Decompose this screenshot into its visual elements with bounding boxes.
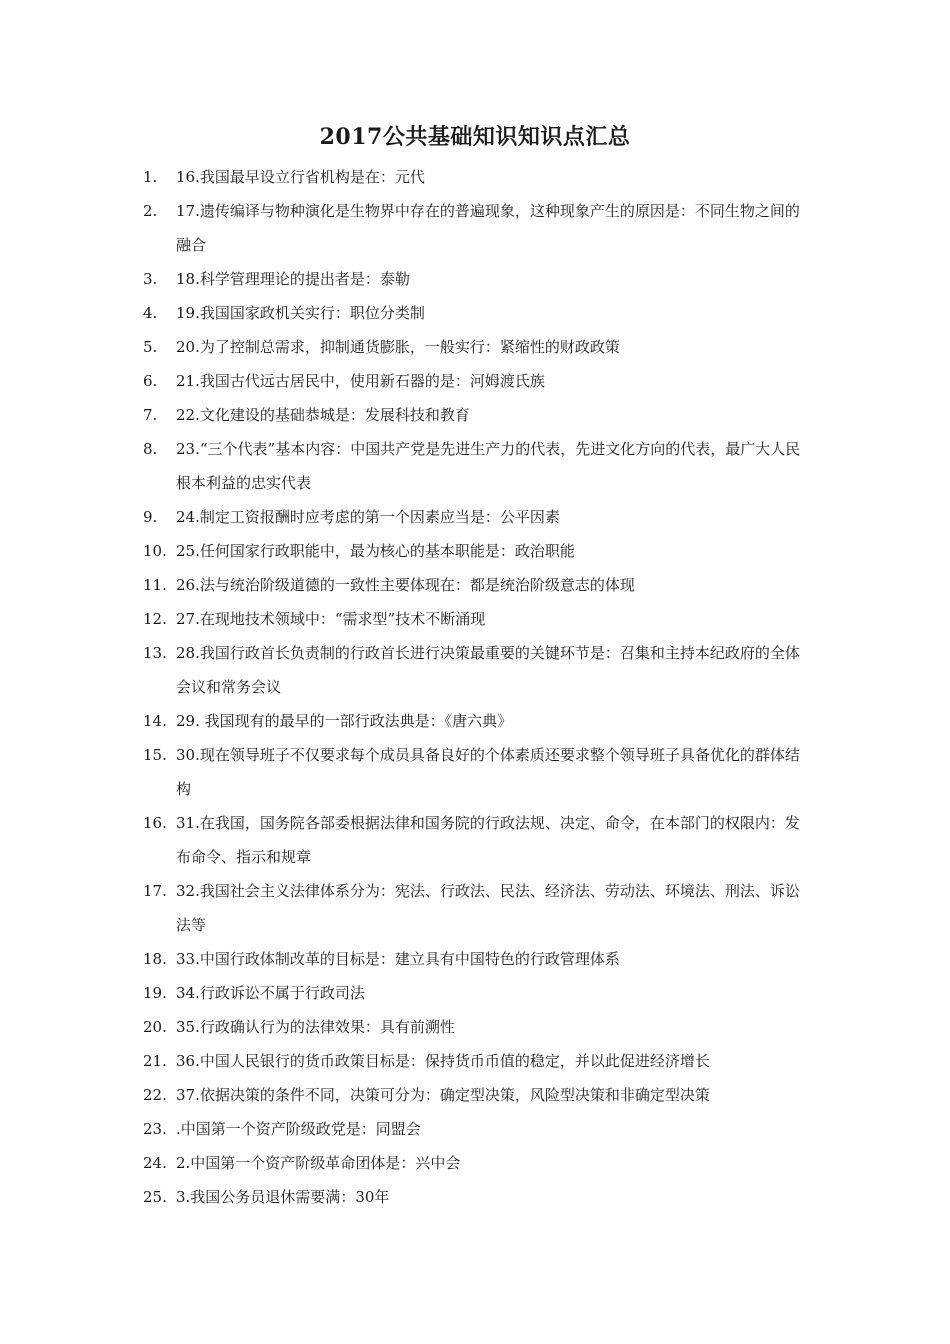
item-number: 6. — [143, 372, 158, 390]
list-item — [0, 364, 950, 398]
item-number: 20. — [143, 1018, 167, 1036]
item-number: 9. — [143, 508, 158, 526]
item-number: 7. — [143, 406, 158, 424]
document-title: 2017公共基础知识知识点汇总 — [319, 124, 631, 150]
item-text: 28.我国行政首长负责制的行政首长进行决策最重要的关键环节是：召集和主持本纪政府的全体会议和常务会议 — [176, 644, 800, 696]
item-text: 2.中国第一个资产阶级革命团体是：兴中会 — [176, 1154, 461, 1172]
item-text: 3.我国公务员退休需要满：30年 — [176, 1188, 390, 1206]
list-item — [0, 704, 950, 738]
item-number: 4. — [143, 304, 158, 322]
list-item — [0, 874, 950, 942]
item-number: 22. — [143, 1086, 167, 1104]
item-text: 33.中国行政体制改革的目标是：建立具有中国特色的行政管理体系 — [176, 950, 620, 968]
list-item — [0, 1044, 950, 1078]
list-item — [0, 1078, 950, 1112]
item-text: 20.为了控制总需求，抑制通货膨胀，一般实行：紧缩性的财政政策 — [176, 338, 620, 356]
item-number: 10. — [143, 542, 167, 560]
list-item — [0, 534, 950, 568]
list-item — [0, 1112, 950, 1146]
item-text: 23.“三个代表”基本内容：中国共产党是先进生产力的代表，先进文化方向的代表，最广大人民根本利益的忠实代表 — [176, 440, 801, 492]
item-text: 22.文化建设的基础恭城是：发展科技和教育 — [176, 406, 470, 424]
item-number: 1. — [143, 168, 158, 186]
list-item — [0, 330, 950, 364]
item-text: 25.任何国家行政职能中，最为核心的基本职能是：政治职能 — [176, 542, 575, 560]
item-number: 16. — [143, 814, 167, 832]
item-text: 19.我国国家政机关实行：职位分类制 — [176, 304, 425, 322]
item-text: 30.现在领导班子不仅要求每个成员具备良好的个体素质还要求整个领导班子具备优化的群体结构 — [176, 746, 800, 798]
item-number: 8. — [143, 440, 158, 458]
item-number: 5. — [143, 338, 158, 356]
item-text: 36.中国人民银行的货币政策目标是：保持货币币值的稳定，并以此促进经济增长 — [176, 1052, 710, 1070]
item-number: 24. — [143, 1154, 167, 1172]
item-number: 2. — [143, 202, 158, 220]
item-text: 32.我国社会主义法律体系分为：宪法、行政法、民法、经济法、劳动法、环境法、刑法、诉讼法等 — [176, 882, 800, 934]
list-item — [0, 806, 950, 874]
item-text: .中国第一个资产阶级政党是：同盟会 — [176, 1120, 421, 1138]
list-item — [0, 568, 950, 602]
list-item — [0, 160, 950, 194]
item-number: 17. — [143, 882, 167, 900]
list-item — [0, 636, 950, 704]
list-item — [0, 432, 950, 500]
item-number: 12. — [143, 610, 167, 628]
list-item — [0, 194, 950, 262]
item-number: 15. — [143, 746, 167, 764]
item-text: 21.我国古代远古居民中，使用新石器的是：河姆渡氏族 — [176, 372, 545, 390]
item-text: 29. 我国现有的最早的一部行政法典是：《唐六典》 — [176, 712, 513, 730]
list-item — [0, 738, 950, 806]
item-number: 11. — [143, 576, 167, 594]
list-item — [0, 398, 950, 432]
item-text: 26.法与统治阶级道德的一致性主要体现在：都是统治阶级意志的体现 — [176, 576, 635, 594]
list-item — [0, 296, 950, 330]
item-text: 31.在我国，国务院各部委根据法律和国务院的行政法规、决定、命令，在本部门的权限内：发布命令、指示和规章 — [176, 814, 800, 866]
item-number: 18. — [143, 950, 167, 968]
list-item — [0, 1146, 950, 1180]
item-text: 27.在现地技术领域中：“需求型”技术不断涌现 — [176, 610, 486, 628]
item-number: 3. — [143, 270, 158, 288]
list-item — [0, 976, 950, 1010]
list-item — [0, 262, 950, 296]
item-text: 16.我国最早设立行省机构是在：元代 — [176, 168, 425, 186]
item-number: 21. — [143, 1052, 167, 1070]
numbered-list — [0, 160, 950, 1214]
list-item — [0, 602, 950, 636]
item-number: 25. — [143, 1188, 167, 1206]
list-item — [0, 1010, 950, 1044]
list-item — [0, 942, 950, 976]
item-text: 35.行政确认行为的法律效果：具有前溯性 — [176, 1018, 455, 1036]
item-text: 34.行政诉讼不属于行政司法 — [176, 984, 365, 1002]
item-text: 18.科学管理理论的提出者是：泰勒 — [176, 270, 410, 288]
item-number: 13. — [143, 644, 167, 662]
item-number: 23. — [143, 1120, 167, 1138]
item-number: 14. — [143, 712, 167, 730]
list-item — [0, 1180, 950, 1214]
item-text: 17.遗传编译与物种演化是生物界中存在的普遍现象，这种现象产生的原因是：不同生物之间的融合 — [176, 202, 800, 254]
list-item — [0, 500, 950, 534]
item-text: 24.制定工资报酬时应考虑的第一个因素应当是：公平因素 — [176, 508, 560, 526]
item-number: 19. — [143, 984, 167, 1002]
item-text: 37.依据决策的条件不同，决策可分为：确定型决策，风险型决策和非确定型决策 — [176, 1086, 710, 1104]
